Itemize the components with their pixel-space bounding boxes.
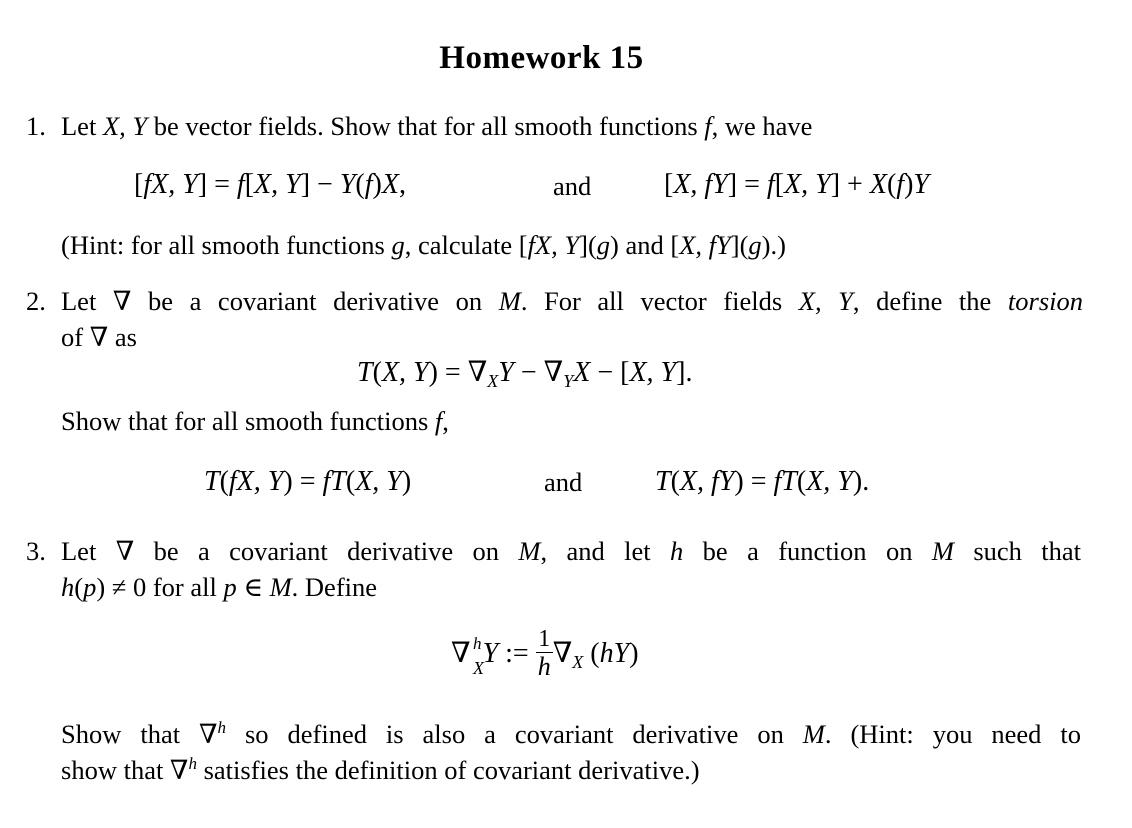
problem-2-show: Show that for all smooth functions f, bbox=[61, 406, 449, 436]
problem-2-number: 2. bbox=[26, 286, 46, 316]
problem-3-number: 3. bbox=[26, 536, 46, 566]
problem-1-intro: Let X, Y be vector fields. Show that for all smooth functions f, we have bbox=[61, 111, 813, 141]
problem-2-intro-line2: of ∇ as bbox=[61, 322, 137, 352]
problem-1-number: 1. bbox=[26, 111, 46, 141]
nabla-h-x-symbol: ∇ h X bbox=[451, 633, 484, 678]
problem-1-hint: (Hint: for all smooth functions g, calculate [fX, Y](g) and [X, fY](g).) bbox=[61, 230, 786, 260]
fraction-numerator: 1 bbox=[538, 626, 551, 652]
problem-2-equation-left: T(fX, Y) = fT(X, Y) bbox=[204, 466, 412, 497]
problem-3-intro-line1: Let ∇ be a covariant derivative on M, and let h be a function on M such that bbox=[61, 536, 1082, 566]
problem-1-equation-right: [X, fY] = f[X, Y] + X(f)Y bbox=[664, 169, 929, 200]
problem-1-and: and bbox=[553, 171, 592, 201]
problem-2-intro-line1: Let ∇ be a covariant derivative on M. For all vector fields X, Y, define the torsion bbox=[61, 286, 1083, 316]
torsion-term: torsion bbox=[1007, 286, 1083, 316]
problem-3-definition: ∇ h X Y := $\frac{1}{h}$ $\nabla_X$ (hY) bbox=[451, 626, 639, 681]
page-title: Homework 15 bbox=[439, 40, 644, 76]
fraction-one-over-h bbox=[536, 626, 553, 681]
problem-2-equation-right: T(X, fY) = fT(X, Y). bbox=[655, 466, 870, 497]
problem-3-conclusion-line1: Show that ∇$^h$ so defined is also a covariant derivative on M. (Hint: you need to bbox=[61, 718, 1081, 749]
problem-1-equation-left: [fX, Y] = f[X, Y] − Y(f)X, bbox=[134, 169, 406, 200]
problem-2-and: and bbox=[544, 467, 583, 497]
fraction-denominator: h bbox=[537, 652, 551, 681]
problem-3-intro-line2: h(p) ≠ 0 for all p ∈ M. Define bbox=[61, 572, 378, 602]
problem-2-torsion-definition: T(X, $Y) = \nabla_XY - \nabla_YX - [X$, Y]. bbox=[357, 357, 693, 391]
problem-3-conclusion-line2: show that ∇$^h$ satisfies the definition of covariant derivative.) bbox=[61, 754, 700, 785]
